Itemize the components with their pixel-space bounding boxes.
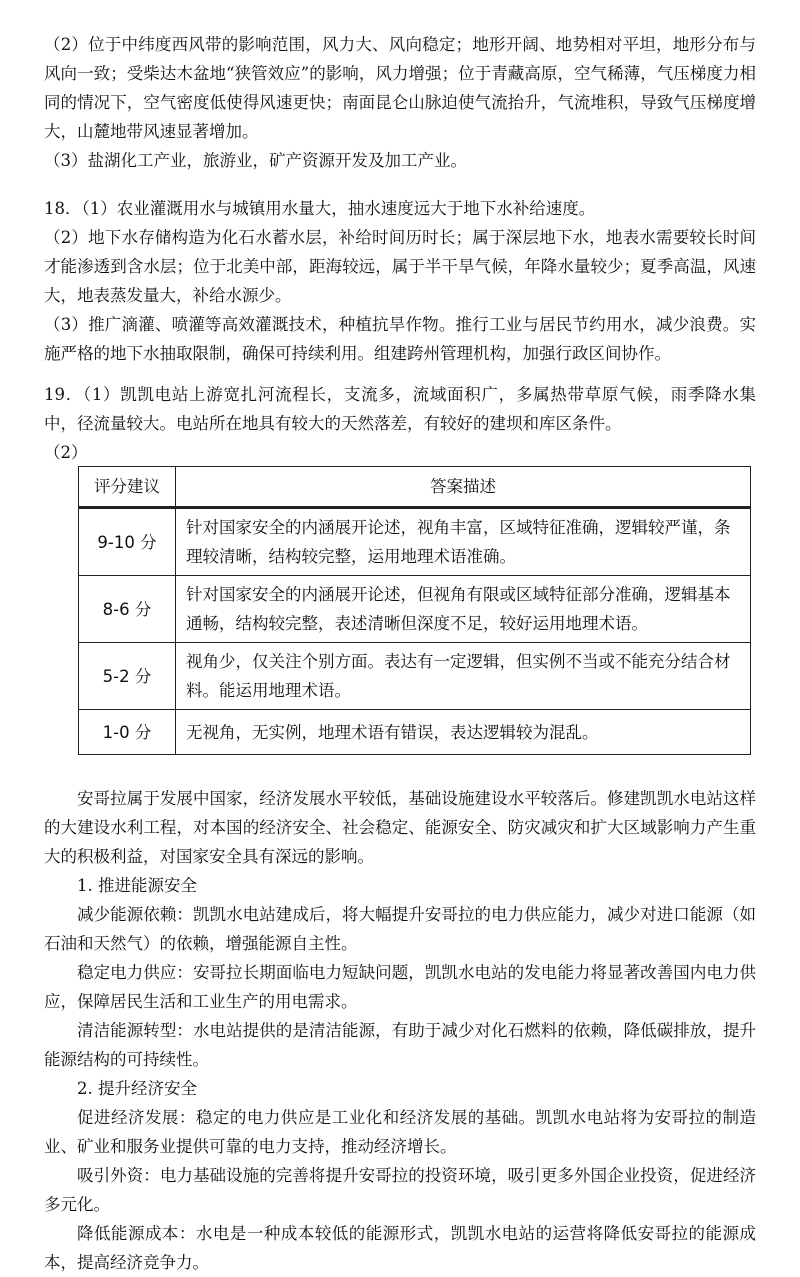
energy-point-1: 减少能源依赖：凯凯水电站建成后，将大幅提升安哥拉的电力供应能力，减少对进口能源（如石油和天然气）的依赖，增强能源自主性。 [44,905,756,953]
economy-point-2: 吸引外资：电力基础设施的完善将提升安哥拉的投资环境，吸引更多外国企业投资，促进经济多元化。 [44,1166,756,1214]
q19-part2-label: （2） [44,443,88,462]
description-cell: 视角少，仅关注个别方面。表达有一定逻辑，但实例不当或不能充分结合材料。能运用地理术语。 [176,643,751,710]
table-row [79,508,751,576]
section-title-economy: 2. 提升经济安全 [77,1079,197,1098]
scoring-table [78,466,751,755]
q18-part3: （3）推广滴灌、喷灌等高效灌溉技术，种植抗旱作物。推行工业与居民节约用水，减少浪费。实施严格的地下水抽取限制，确保可持续利用。组建跨州管理机构，加强行政区间协作。 [44,315,756,363]
score-cell: 8-6 分 [79,576,176,643]
table-row [79,643,751,710]
q17-part3: （3）盐湖化工产业，旅游业，矿产资源开发及加工产业。 [44,151,467,170]
q18-part1: 18．（1）农业灌溉用水与城镇用水量大，抽水速度远大于地下水补给速度。 [44,199,596,218]
q19-essay [44,784,756,1277]
q18-section [44,194,756,368]
table-row [79,710,751,755]
energy-point-3: 清洁能源转型：水电站提供的是清洁能源，有助于减少对化石燃料的依赖，降低碳排放，提升能源结构的可持续性。 [44,1021,756,1069]
q17-section [44,30,756,175]
section-title-energy: 1. 推进能源安全 [77,876,197,895]
q17-part2: （2）位于中纬度西风带的影响范围，风力大、风向稳定；地形开阔、地势相对平坦，地形分布与风向一致；受柴达木盆地“狭管效应”的影响，风力增强；位于青藏高原，空气稀薄，气压梯度力相同的情况下，空气密度低使得风速更快；南面昆仑山脉迫使气流抬升，气流堆积，导致气压梯度增大，山麓地带风速显著增加。 [44,35,756,141]
q18-part2: （2）地下水存储构造为化石水蓄水层，补给时间历时长；属于深层地下水，地表水需要较长时间才能渗透到含水层；位于北美中部，距海较远，属于半干旱气候，年降水量较少；夏季高温，风速大，地表蒸发量大，补给水源少。 [44,228,756,305]
essay-intro: 安哥拉属于发展中国家，经济发展水平较低，基础设施建设水平较落后。修建凯凯水电站这样的大建设水利工程，对本国的经济安全、社会稳定、能源安全、防灾减灾和扩大区域影响力产生重大的积极利益，对国家安全具有深远的影响。 [44,789,756,866]
economy-point-1: 促进经济发展：稳定的电力供应是工业化和经济发展的基础。凯凯水电站将为安哥拉的制造业、矿业和服务业提供可靠的电力支持，推动经济增长。 [44,1108,756,1156]
score-cell: 9-10 分 [79,508,176,576]
header-score: 评分建议 [79,467,176,508]
energy-point-2: 稳定电力供应：安哥拉长期面临电力短缺问题，凯凯水电站的发电能力将显著改善国内电力供应，保障居民生活和工业生产的用电需求。 [44,963,756,1011]
table-header-row [79,467,751,508]
description-cell: 无视角，无实例，地理术语有错误，表达逻辑较为混乱。 [176,710,751,755]
q19-section [44,380,756,467]
table-row [79,576,751,643]
description-cell: 针对国家安全的内涵展开论述，但视角有限或区域特征部分准确，逻辑基本通畅，结构较完整，表述清晰但深度不足，较好运用地理术语。 [176,576,751,643]
score-cell: 1-0 分 [79,710,176,755]
header-description: 答案描述 [176,467,751,508]
description-cell: 针对国家安全的内涵展开论述，视角丰富，区域特征准确，逻辑较严谨，条理较清晰，结构较完整，运用地理术语准确。 [176,508,751,576]
score-cell: 5-2 分 [79,643,176,710]
q19-part1: 19．（1）凯凯电站上游宽扎河流程长，支流多，流域面积广，多属热带草原气候，雨季降水集中，径流量较大。电站所在地具有较大的天然落差，有较好的建坝和库区条件。 [44,385,756,433]
economy-point-3: 降低能源成本：水电是一种成本较低的能源形式，凯凯水电站的运营将降低安哥拉的能源成本，提高经济竞争力。 [44,1224,756,1272]
